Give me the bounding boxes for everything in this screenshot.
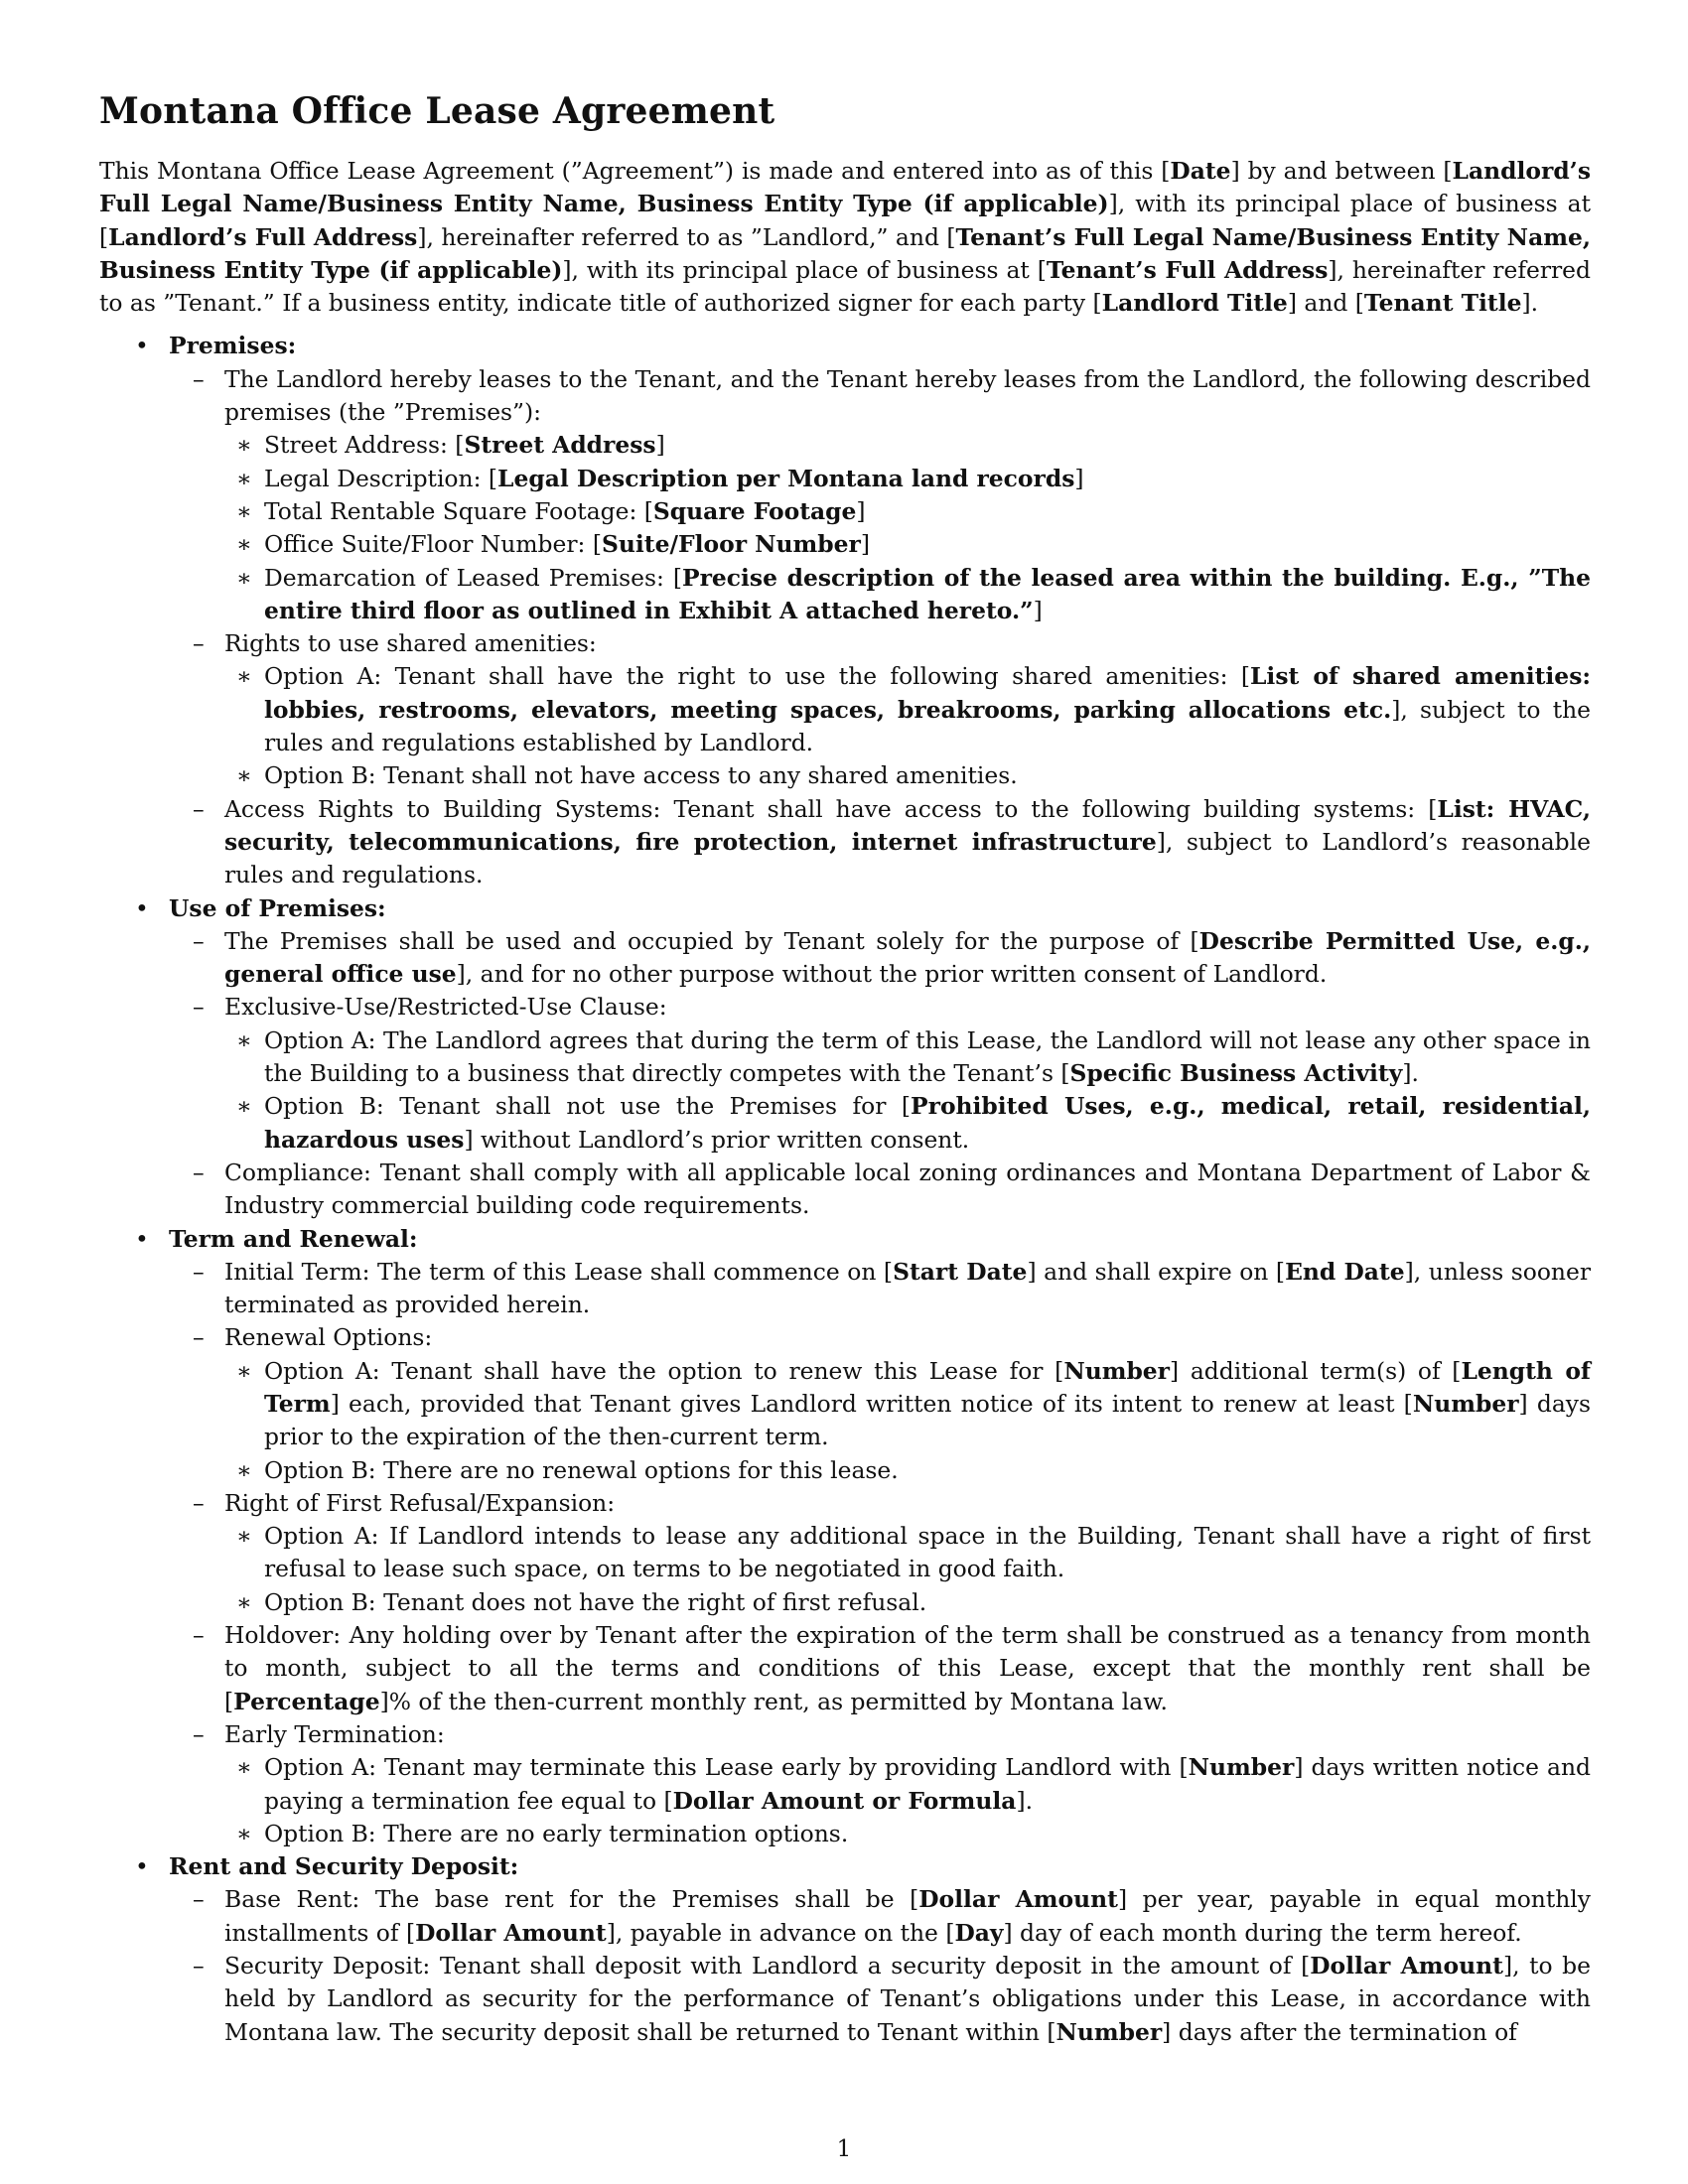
clause-item [169,1321,1591,1486]
option-text [264,1026,1591,1087]
list-marker: – [193,1885,205,1914]
placeholder-field: Square Footage [652,496,857,525]
option-text [264,465,1084,492]
clause-item [169,627,1591,792]
clause-item [169,793,1591,892]
list-marker: ∗ [236,563,252,592]
placeholder-field: Number [1412,1389,1519,1418]
option-text [264,662,1591,756]
list-marker: ∗ [236,1356,252,1385]
option-list [224,1024,1591,1157]
list-marker: – [193,1952,205,1980]
text-run: ]. [1521,289,1539,318]
text-run: Option A: If Landlord intends to lease any additional space in the Building, Tenant shall have a right of first refusal to lease such space, on terms to be negotiated in good faith. [264,1522,1591,1583]
list-marker: – [193,794,205,823]
section-item [99,1850,1591,2049]
placeholder-field: Precise description of the leased area within the building. E.g., ”The entire third floor as outlined in Exhibit A attached hereto.” [264,563,1591,624]
option-item [224,463,1591,495]
list-marker: ∗ [236,1819,252,1847]
list-marker: ∗ [236,1025,252,1054]
clause-item [169,1157,1591,1223]
text-run: Legal Description: [ [264,464,498,492]
clause-list [169,363,1591,892]
text-run: Option B: There are no renewal options for this lease. [264,1455,899,1484]
text-run: Exclusive-Use/Restricted-Use Clause: [224,993,667,1022]
placeholder-field: Number [1055,2017,1163,2046]
placeholder-field: Dollar Amount or Formula [672,1786,1017,1815]
text-run: ] per year, payable in equal monthly installments of [ [224,1885,1592,1947]
placeholder-field: Landlord’s Full Legal Name/Business Entity Name, Business Entity Type (if applicable) [99,157,1591,218]
option-item [224,1520,1591,1586]
option-text [264,530,870,558]
text-run: Holdover: Any holding over by Tenant after the expiration of the term shall be construed as a tenancy from month to month, subject to all the terms and conditions of this Lease, except that the monthly rent shall be [ [224,1621,1591,1715]
option-list [224,660,1591,792]
text-run: ] [856,496,866,525]
section-item [99,1223,1591,1851]
placeholder-field: Tenant Title [1363,289,1522,318]
placeholder-field: Describe Permitted Use, e.g., general office use [224,926,1591,989]
clause-item [169,1487,1591,1619]
intro-paragraph [99,155,1591,320]
text-run: Option A: Tenant shall have the right to use the following shared amenities: [ [264,662,1250,691]
clause-item [169,925,1591,992]
text-run: ], subject to Landlord’s reasonable rules and regulations. [224,827,1591,889]
text-run: ] day of each month during the term hereof. [1003,1918,1522,1947]
option-text [264,1588,926,1616]
option-item [224,759,1591,792]
option-list [224,1751,1591,1850]
list-marker: ∗ [236,662,252,691]
text-run: This Montana Office Lease Agreement (”Agreement”) is made and entered into as of this [ [99,157,1171,185]
list-marker: ∗ [236,761,252,790]
list-marker: • [135,1852,149,1881]
text-run: ], payable in advance on the [ [606,1918,955,1947]
text-run: ] [1074,464,1084,492]
clause-item [169,363,1591,627]
option-text [264,1753,1591,1814]
text-run: Total Rentable Square Footage: [ [264,496,653,525]
list-marker: – [193,1488,205,1517]
list-marker: • [135,1224,149,1253]
text-run: Security Deposit: Tenant shall deposit with Landlord a security deposit in the amount of [ [224,1952,1311,1980]
placeholder-field: Legal Description per Montana land records [497,464,1075,492]
text-run: Option B: Tenant does not have the right of first refusal. [264,1587,927,1616]
text-run: ], with its principal place of business at [ [99,190,1591,251]
option-item [224,660,1591,759]
option-list [224,1355,1591,1487]
option-text [264,564,1591,624]
placeholder-field: Length of Term [264,1356,1591,1418]
text-run: ] and shall expire on [ [1027,1257,1286,1286]
text-run: ]% of the then-current monthly rent, as permitted by Montana law. [379,1687,1168,1715]
list-marker: – [193,1719,205,1748]
clause-text [224,993,667,1021]
text-run: ] days written notice and paying a termination fee equal to [ [264,1753,1591,1815]
list-marker: ∗ [236,530,252,559]
option-text [264,1456,899,1484]
clause-text [224,365,1591,426]
text-run: Base Rent: The base rent for the Premises shall be [ [224,1885,919,1914]
text-run: ] [655,431,665,460]
text-run: Street Address: [ [264,431,465,460]
list-marker: • [135,893,149,922]
text-run: ] by and between [ [1230,157,1453,185]
placeholder-field: Dollar Amount [1310,1952,1503,1980]
clause-text [224,1720,445,1748]
option-item [224,429,1591,462]
text-run: ]. [1016,1786,1034,1815]
clause-item [169,1256,1591,1322]
option-item [224,495,1591,528]
placeholder-field: Date [1170,157,1231,185]
list-marker: ∗ [236,1455,252,1484]
option-list [224,1520,1591,1619]
text-run: ] [1033,596,1043,624]
text-run: Renewal Options: [224,1323,433,1352]
clause-text [224,1323,432,1351]
clause-item [169,1718,1591,1850]
text-run: Rights to use shared amenities: [224,629,597,658]
list-marker: ∗ [236,431,252,460]
text-run: Option B: Tenant shall not have access to any shared amenities. [264,761,1018,790]
list-marker: ∗ [236,1753,252,1782]
list-marker: ∗ [236,1522,252,1551]
text-run: ] each, provided that Tenant gives Landlord written notice of its intent to renew at least [ [330,1389,1413,1418]
placeholder-field: Number [1063,1356,1171,1385]
text-run: Option B: There are no early termination options. [264,1819,849,1847]
clause-item [169,1950,1591,2049]
option-text [264,431,665,459]
list-marker: – [193,364,205,393]
clause-list [169,1256,1591,1850]
section-item [99,330,1591,891]
clause-text [224,1258,1591,1318]
text-run: Compliance: Tenant shall comply with all applicable local zoning ordinances and Montana Department of Labor & Industry commercial building code requirements. [224,1158,1591,1220]
text-run: ], subject to the rules and regulations established by Landlord. [264,695,1591,757]
section-heading: Premises: [169,332,297,360]
text-run: ] additional term(s) of [ [1170,1356,1462,1385]
text-run: Early Termination: [224,1719,445,1748]
section-item [99,892,1591,1223]
option-item [224,1586,1591,1619]
placeholder-field: Tenant’s Full Address [1046,255,1329,284]
text-run: ] days prior to the expiration of the then-current term. [264,1389,1592,1451]
document-page [99,87,1591,2049]
placeholder-field: Specific Business Activity [1069,1059,1403,1088]
placeholder-field: End Date [1285,1257,1405,1286]
section-heading: Use of Premises: [169,893,386,922]
option-text [264,497,866,525]
option-item [224,1454,1591,1487]
placeholder-field: Street Address [464,431,656,460]
clause-text [224,1621,1591,1715]
list-marker: – [193,926,205,955]
placeholder-field: Dollar Amount [415,1918,607,1947]
option-item [224,1024,1591,1091]
placeholder-field: List: HVAC, security, telecommunications, fire protection, internet infrastructure [224,794,1592,856]
option-list [224,429,1591,627]
clause-list [169,1883,1591,2048]
text-run: ], unless sooner terminated as provided herein. [224,1257,1592,1319]
text-run: Option B: Tenant shall not use the Premises for [ [264,1092,912,1121]
placeholder-field: Prohibited Uses, e.g., medical, retail, residential, hazardous uses [264,1092,1592,1154]
clause-item [169,1883,1591,1950]
list-marker: ∗ [236,464,252,492]
section-heading: Term and Renewal: [169,1224,418,1253]
placeholder-field: Tenant’s Full Legal Name/Business Entity Name, Business Entity Type (if applicable) [99,222,1591,284]
text-run: Office Suite/Floor Number: [ [264,530,602,559]
clause-item [169,1619,1591,1718]
placeholder-field: Landlord Title [1101,289,1288,318]
text-run: ] [860,530,871,559]
text-run: Option A: The Landlord agrees that during the term of this Lease, the Landlord will not lease any other space in the Building to a business that directly competes with the Tenant’s [ [264,1025,1591,1088]
option-text [264,1820,848,1847]
list-marker: – [193,993,205,1022]
text-run: ], to be held by Landlord as security for the performance of Tenant’s obligations under this Lease, in accordance with Montana law. The security deposit shall be returned to Tenant within [ [224,1952,1591,2046]
clause-list [169,925,1591,1223]
text-run: Initial Term: The term of this Lease shall commence on [ [224,1257,894,1286]
text-run: ] without Landlord’s prior written consent. [464,1125,970,1154]
placeholder-field: Percentage [233,1687,380,1715]
list-marker: • [135,332,149,360]
clause-text [224,795,1591,889]
list-marker: ∗ [236,1587,252,1616]
placeholder-field: Number [1188,1753,1295,1782]
list-marker: ∗ [236,1092,252,1121]
document-title: Montana Office Lease Agreement [99,90,775,132]
text-run: ] days after the termination of [1162,2017,1517,2046]
clause-item [169,991,1591,1156]
option-item [224,1818,1591,1850]
text-run: ] and [ [1287,289,1364,318]
option-item [224,528,1591,561]
list-marker: – [193,1158,205,1186]
placeholder-field: Start Date [893,1257,1028,1286]
text-run: ], and for no other purpose without the prior written consent of Landlord. [456,960,1328,989]
text-run: Option A: Tenant may terminate this Lease early by providing Landlord with [ [264,1753,1189,1782]
placeholder-field: List of shared amenities: lobbies, restrooms, elevators, meeting spaces, breakrooms, parking allocations etc. [264,662,1591,724]
clause-text [224,1489,615,1517]
clause-text [224,927,1591,988]
option-item [224,1751,1591,1818]
placeholder-field: Dollar Amount [918,1885,1118,1914]
list-marker: – [193,1621,205,1650]
clause-text [224,1952,1591,2046]
text-run: ], hereinafter referred to as ”Tenant.” If a business entity, indicate title of authorized signer for each party [ [99,255,1591,318]
text-run: Option A: Tenant shall have the option to renew this Lease for [ [264,1356,1064,1385]
text-run: The Premises shall be used and occupied by Tenant solely for the purpose of [ [224,926,1199,955]
option-item [224,562,1591,628]
sections-list [99,330,1591,2048]
text-run: Right of First Refusal/Expansion: [224,1488,616,1517]
list-marker: – [193,1323,205,1352]
option-item [224,1355,1591,1454]
placeholder-field: Suite/Floor Number [602,530,861,559]
section-heading: Rent and Security Deposit: [169,1852,519,1881]
text-run: ], with its principal place of business at [ [562,255,1047,284]
option-item [224,1090,1591,1157]
option-text [264,761,1018,789]
option-text [264,1357,1591,1451]
text-run: The Landlord hereby leases to the Tenant, and the Tenant hereby leases from the Landlord, the following described premises (the ”Premises”): [224,364,1591,427]
list-marker: ∗ [236,496,252,525]
clause-text [224,1159,1591,1219]
option-text [264,1522,1591,1582]
page-number: 1 [836,2136,852,2162]
option-text [264,1092,1591,1153]
text-run: ], hereinafter referred to as ”Landlord,” and [ [417,222,956,251]
text-run: Access Rights to Building Systems: Tenant shall have access to the following building systems: [ [224,794,1438,823]
placeholder-field: Landlord’s Full Address [108,222,418,251]
placeholder-field: Day [954,1918,1004,1947]
text-run: ]. [1402,1059,1419,1088]
clause-text [224,629,597,657]
list-marker: – [193,629,205,658]
clause-text [224,1885,1591,1946]
text-run: Demarcation of Leased Premises: [ [264,563,682,592]
list-marker: – [193,1257,205,1286]
